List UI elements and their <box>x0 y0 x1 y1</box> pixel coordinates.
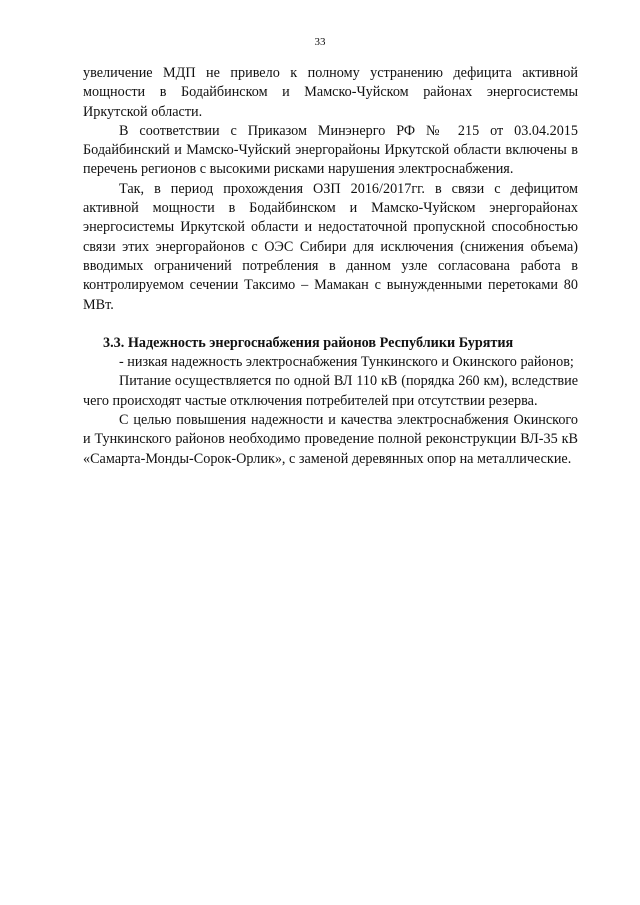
page-number: 33 <box>314 36 326 48</box>
section-heading <box>83 334 578 353</box>
paragraph-reconstruction: С целью повышения надежности и качества электроснабжения Окинского и Тункинского районов необходимо проведение полной реконструкции ВЛ-35 кВ «Самарта-Монды-Сорок-Орлик», с заменой деревянных опор на металлические. <box>83 412 578 467</box>
paragraph-minenergo-order: В соответствии с Приказом Минэнерго РФ № 215 от 03.04.2015 Бодайбинский и Мамско-Чуйский энергорайоны Иркутской области включены в перечень регионов с высокими рисками нарушения электроснабжения. <box>83 122 578 178</box>
paragraph-low-reliability: - низкая надежность электроснабжения Тункинского и Окинского районов; <box>119 354 574 371</box>
section-number: 3.3. <box>103 334 125 351</box>
paragraph-ozp-period: Так, в период прохождения ОЗП 2016/2017гг. в связи с дефицитом активной мощности в Бодайбинском и Мамско-Чуйском энергорайонах энергосистемы Иркутской области и недостаточной пропускной способностью связи этих энергорайонов с ОЭС Сибири для исключения (снижения объема) вводимых ограничений потребления в данном узле согласована работа в контролируемом сечении Таксимо – Мамакан с вынужденными перетоками 80 МВт. <box>83 180 578 313</box>
paragraph-power-supply: Питание осуществляется по одной ВЛ 110 кВ (порядка 260 км), вследствие чего происходят частые отключения потребителей при отсутствии резерва. <box>83 373 578 409</box>
document-body <box>83 64 578 469</box>
section-title: Надежность энергоснабжения районов Республики Бурятия <box>127 334 514 351</box>
paragraph-mdp-continuation: увеличение МДП не привело к полному устранению дефицита активной мощности в Бодайбинском и Мамско-Чуйском районах энергосистемы Иркутской области. <box>83 65 578 120</box>
